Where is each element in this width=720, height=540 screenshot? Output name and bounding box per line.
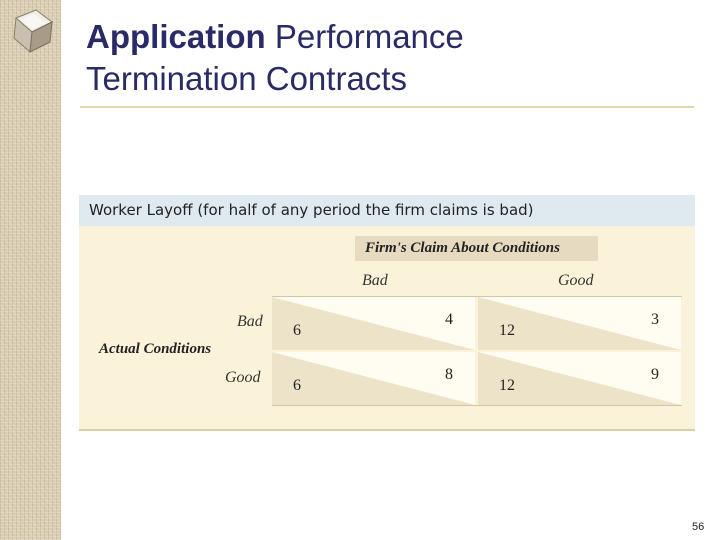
- column-label-bad: Bad: [362, 272, 388, 289]
- row-header-label: Actual Conditions: [99, 341, 212, 357]
- side-texture-strip: [0, 0, 61, 540]
- cell-lower-value: 12: [499, 322, 515, 339]
- title-rest: Performance: [265, 18, 464, 55]
- cell-upper-value: 3: [651, 311, 659, 328]
- glass-cube-icon: [6, 6, 56, 54]
- figure-header-bar: [79, 195, 695, 226]
- cell-lower-value: 6: [293, 377, 301, 394]
- payoff-cell: [272, 352, 475, 405]
- figure-heading: Worker Layoff (for half of any period the firm claims is bad): [89, 201, 534, 219]
- cell-upper-value: 9: [651, 366, 659, 383]
- column-header-label: Firm's Claim About Conditions: [365, 240, 560, 256]
- row-label-bad: Bad: [237, 313, 263, 330]
- slide-title: [86, 16, 464, 100]
- title-bold-word: Application: [86, 18, 266, 55]
- page-number: 56: [692, 521, 705, 533]
- payoff-cell: [272, 297, 475, 350]
- column-header-box: [355, 236, 598, 261]
- title-line-2: Termination Contracts: [86, 60, 407, 97]
- payoff-cell: [478, 352, 681, 405]
- payoff-figure: [79, 195, 695, 431]
- cell-lower-value: 12: [499, 377, 515, 394]
- column-label-good: Good: [558, 272, 594, 289]
- cell-upper-value: 8: [445, 366, 453, 383]
- payoff-grid: [272, 296, 682, 406]
- payoff-cell: [478, 297, 681, 350]
- row-label-good: Good: [225, 369, 261, 386]
- title-underline-rule: [80, 106, 694, 108]
- cell-upper-value: 4: [445, 311, 453, 328]
- cell-lower-value: 6: [293, 322, 301, 339]
